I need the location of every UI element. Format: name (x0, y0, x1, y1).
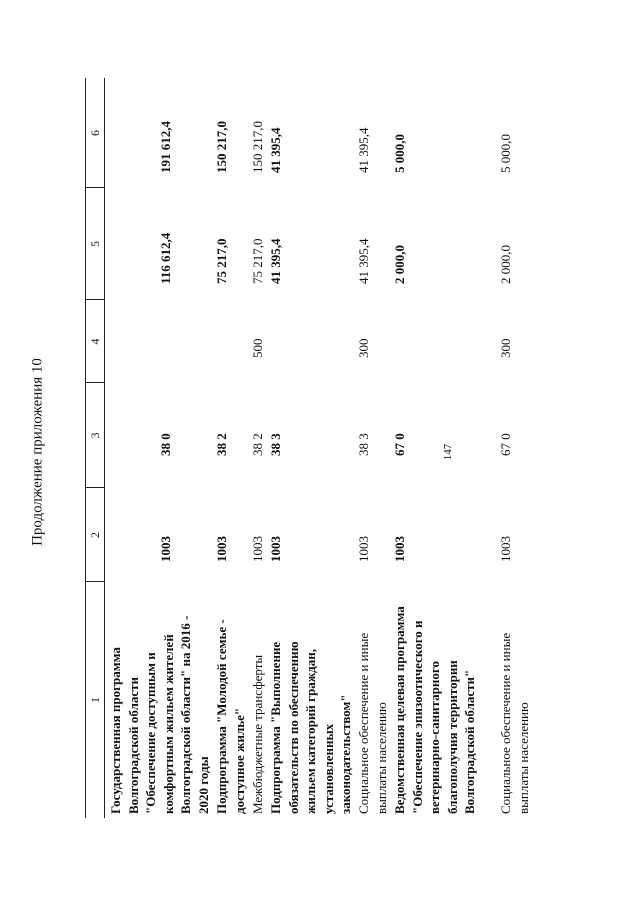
cell-name-line: выплаты населению (373, 702, 389, 814)
cell-target: 67 0 (392, 433, 407, 456)
cell-target: 38 0 (158, 433, 173, 456)
cell-name-line: Волгоградской области (125, 676, 141, 814)
cell-section: 1003 (158, 536, 173, 562)
cell-name-line: ветеринарно-санитарного (427, 661, 443, 814)
cell-target: 38 3 (356, 433, 371, 456)
cell-amount-2018: 116 612,4 (158, 232, 173, 284)
header-col-1: 1 (88, 697, 102, 703)
cell-section: 1003 (498, 536, 513, 562)
cell-name-line: выплаты населению (515, 702, 531, 814)
cell-amount-2018: 75 217,0 (214, 238, 229, 284)
cell-amount-2019: 5 000,0 (392, 134, 407, 173)
cell-amount-2018: 75 217,0 (250, 238, 265, 284)
header-col-6: 6 (88, 130, 102, 136)
cell-name-line: Межбюджетные трансферты (250, 654, 265, 814)
cell-name-line: Социальное обеспечение и иные (356, 632, 371, 814)
header-col-2: 2 (88, 532, 102, 538)
cell-amount-2018: 2 000,0 (392, 245, 407, 284)
continuation-label-text: Продолжение приложения 10 (29, 358, 46, 546)
cell-amount-2019: 150 217,0 (250, 121, 265, 173)
cell-amount-2019: 41 395,4 (268, 127, 283, 173)
page-number-text: 147 (442, 443, 454, 461)
cell-amount-2019: 191 612,4 (158, 121, 173, 173)
cell-amount-2019: 5 000,0 (498, 134, 513, 173)
cell-name-line: Волгоградской области" на 2016 - (178, 615, 194, 814)
cell-name-line: доступное жилье" (231, 707, 247, 814)
cell-name-line: благополучия территории (444, 660, 460, 814)
cell-name-line: обязательств по обеспечению (285, 641, 301, 814)
cell-name (497, 584, 532, 814)
cell-name-line: "Обеспечение доступным и (143, 652, 159, 814)
header-col-3: 3 (88, 432, 102, 439)
cell-section: 1003 (250, 536, 265, 562)
cell-section: 1003 (392, 536, 407, 562)
cell-name (355, 584, 390, 814)
cell-name-line: Ведомственная целевая программа (392, 606, 407, 814)
header-bottom-border (104, 78, 105, 818)
cell-expense-type: 500 (250, 338, 265, 358)
cell-target: 38 2 (250, 433, 265, 456)
cell-name (391, 584, 479, 814)
cell-name (107, 584, 213, 814)
cell-name-line: установленных (320, 723, 336, 814)
cell-name-line: Подпрограмма "Молодой семье - (214, 619, 229, 814)
table-top-border (85, 78, 86, 818)
cell-amount-2018: 41 395,4 (268, 238, 283, 284)
cell-name-line: законодательством" (338, 694, 354, 814)
cell-name (249, 584, 267, 814)
cell-amount-2019: 41 395,4 (356, 127, 371, 173)
header-col-4: 4 (88, 338, 102, 345)
cell-section: 1003 (214, 536, 229, 562)
rotated-table (85, 78, 555, 818)
cell-name-line: жильем категорий граждан, (303, 649, 319, 814)
cell-name-line: комфортным жильем жителей (160, 634, 176, 814)
cell-name (213, 584, 248, 814)
cell-name-line: Подпрограмма "Выполнение (268, 641, 283, 814)
cell-name-line: Волгоградской области" (462, 669, 478, 814)
cell-name-line: 2020 годы (195, 756, 211, 814)
cell-expense-type: 300 (498, 338, 513, 358)
cell-amount-2019: 150 217,0 (214, 121, 229, 173)
cell-name-line: Социальное обеспечение и иные (498, 632, 513, 814)
cell-name-line: Государственная программа (108, 647, 123, 814)
cell-amount-2018: 41 395,4 (356, 238, 371, 284)
cell-target: 67 0 (498, 433, 513, 456)
cell-section: 1003 (356, 536, 371, 562)
cell-section: 1003 (268, 536, 283, 562)
cell-expense-type: 300 (356, 338, 371, 358)
cell-name (267, 584, 355, 814)
header-col-5: 5 (88, 241, 102, 247)
cell-name-line: "Обеспечение эпизоотического и (409, 620, 425, 814)
cell-target: 38 2 (214, 433, 229, 456)
cell-amount-2018: 2 000,0 (498, 245, 513, 284)
cell-target: 38 3 (268, 433, 283, 456)
